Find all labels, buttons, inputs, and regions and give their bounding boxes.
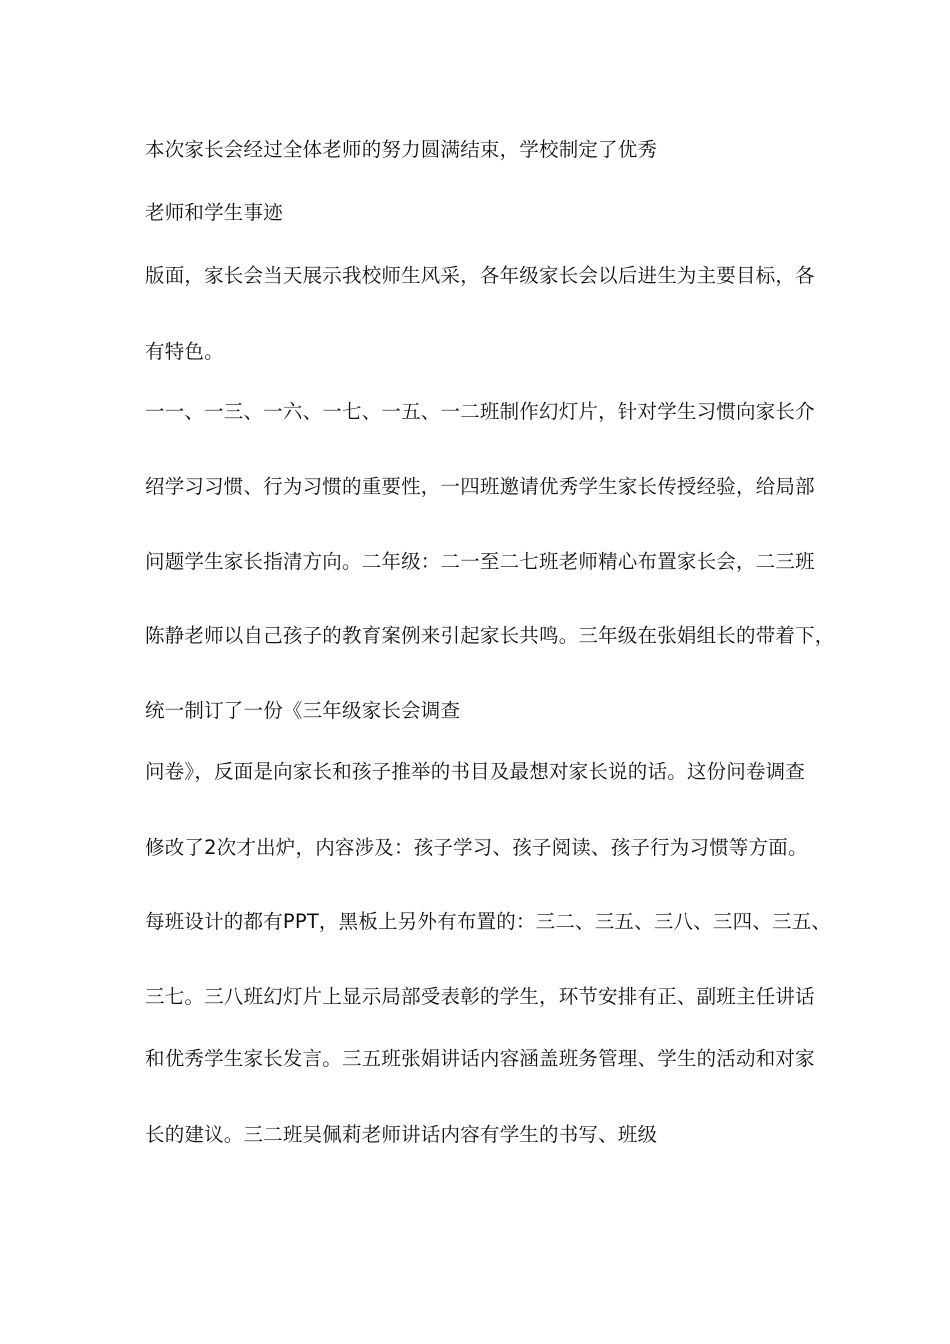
text-line: 问题学生家长指清方向。二年级：二一至二七班老师精心布置家长会，二三班 xyxy=(145,550,815,573)
text-line: 版面，家长会当天展示我校师生风采，各年级家长会以后进生为主要目标，各 xyxy=(145,264,815,287)
text-line: 每班设计的都有PPT，黑板上另外有布置的：三二、三五、三八、三四、三五、 xyxy=(145,910,832,933)
text-line: 统一制订了一份《三年级家长会调查 xyxy=(145,699,461,722)
text-line: 长的建议。三二班吴佩莉老师讲话内容有学生的书写、班级 xyxy=(145,1123,658,1146)
text-line: 一一、一三、一六、一七、一五、一二班制作幻灯片，针对学生习惯向家长介 xyxy=(145,400,815,423)
text-line: 绍学习习惯、行为习惯的重要性，一四班邀请优秀学生家长传授经验，给局部 xyxy=(145,475,815,498)
text-line: 老师和学生事迹 xyxy=(145,201,283,224)
text-line: 问卷》，反面是向家长和孩子推举的书目及最想对家长说的话。这份问卷调查 xyxy=(145,760,806,783)
text-line: 和优秀学生家长发言。三五班张娟讲话内容涵盖班务管理、学生的活动和对家 xyxy=(145,1047,815,1070)
text-line: 陈静老师以自己孩子的教育案例来引起家长共鸣。三年级在张娟组长的带着下， xyxy=(145,624,835,647)
text-line: 有特色。 xyxy=(145,340,224,363)
text-line: 本次家长会经过全体老师的努力圆满结束，学校制定了优秀 xyxy=(145,138,658,161)
text-line: 三七。三八班幻灯片上显示局部受表彰的学生，环节安排有正、副班主任讲话 xyxy=(145,985,815,1008)
text-line: 修改了2次才出炉，内容涉及：孩子学习、孩子阅读、孩子行为习惯等方面。 xyxy=(145,836,808,859)
